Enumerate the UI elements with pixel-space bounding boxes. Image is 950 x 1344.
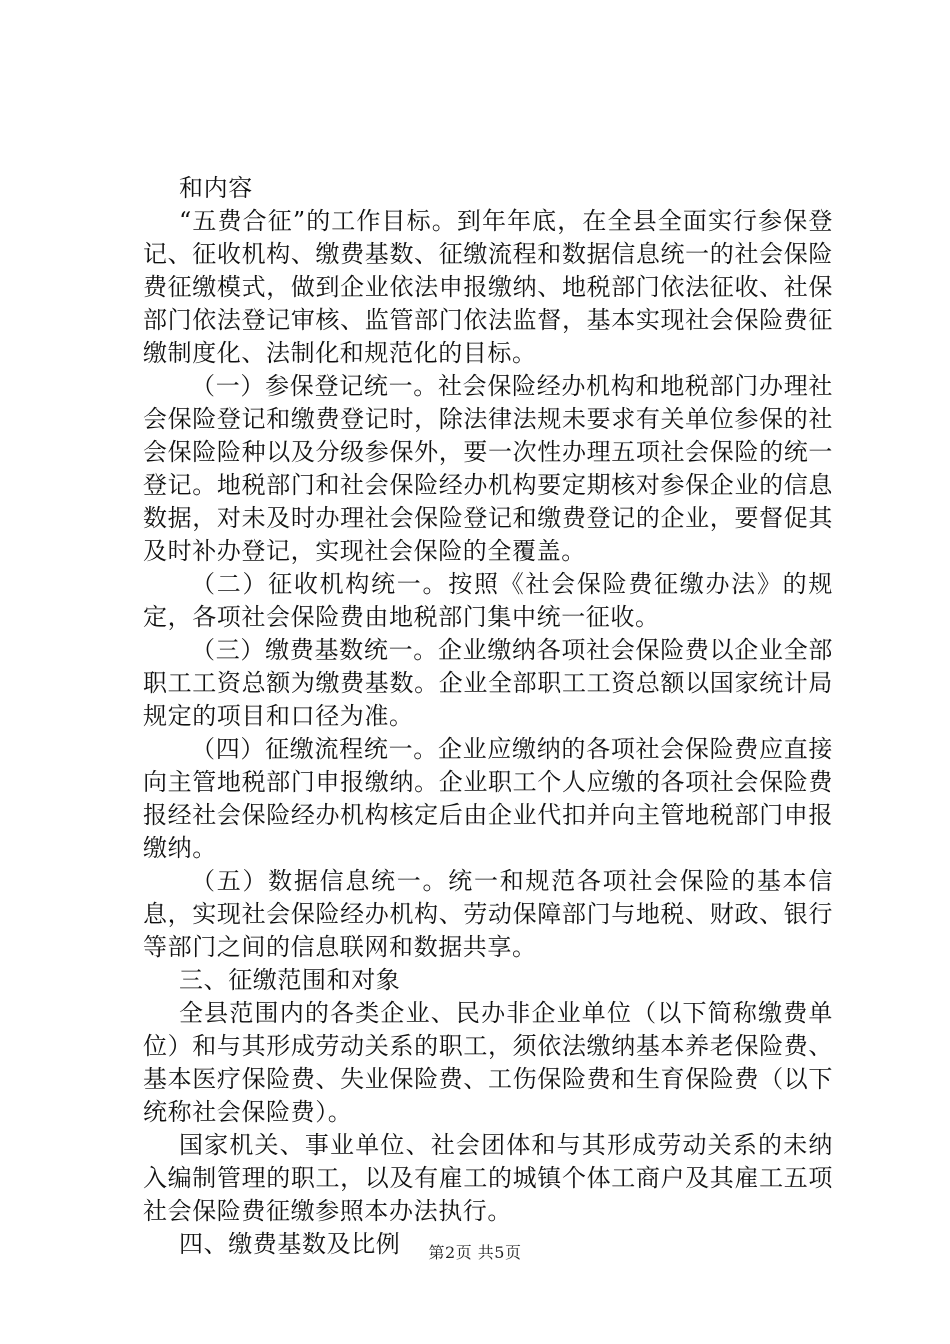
page-footer: 第2页 共5页 [428,1243,522,1262]
paragraph-3: （一）参保登记统一。社会保险经办机构和地税部门办理社会保险登记和缴费登记时，除法律法规未要求有关单位参保的社会保险险种以及分级参保外，要一次性办理五项社会保险的统一登记。地税部门和社会保险经办机构要定期核对参保企业的信息数据，对未及时办理社会保险登记和缴费登记的企业，要督促其及时补办登记，实现社会保险的全覆盖。 [143,372,833,565]
paragraph-4: （二）征收机构统一。按照《社会保险费征缴办法》的规定，各项社会保险费由地税部门集中统一征收。 [143,570,833,631]
paragraph-1: 和内容 [179,174,253,202]
paragraph-6: （四）征缴流程统一。企业应缴纳的各项社会保险费应直接向主管地税部门申报缴纳。企业职工个人应缴的各项社会保险费报经社会保险经办机构核定后由企业代扣并向主管地税部门申报缴纳。 [143,735,833,862]
section-heading-4: 四、缴费基数及比例 [179,1230,401,1258]
paragraph-9: 全县范围内的各类企业、民办非企业单位（以下简称缴费单位）和与其形成劳动关系的职工，须依法缴纳基本养老保险费、基本医疗保险费、失业保险费、工伤保险费和生育保险费（以下统称社会保险费）。 [143,999,833,1126]
document-body [143,172,833,1261]
paragraph-5: （三）缴费基数统一。企业缴纳各项社会保险费以企业全部职工工资总额为缴费基数。企业全部职工工资总额以国家统计局规定的项目和口径为准。 [143,636,833,730]
paragraph-7: （五）数据信息统一。统一和规范各项社会保险的基本信息，实现社会保险经办机构、劳动保障部门与地税、财政、银行等部门之间的信息联网和数据共享。 [143,867,833,961]
paragraph-10: 国家机关、事业单位、社会团体和与其形成劳动关系的未纳入编制管理的职工，以及有雇工的城镇个体工商户及其雇工五项社会保险费征缴参照本办法执行。 [143,1131,833,1225]
paragraph-2: “五费合征”的工作目标。到年年底，在全县全面实行参保登记、征收机构、缴费基数、征缴流程和数据信息统一的社会保险费征缴模式，做到企业依法申报缴纳、地税部门依法征收、社保部门依法登记审核、监管部门依法监督，基本实现社会保险费征缴制度化、法制化和规范化的目标。 [143,207,833,367]
section-heading-3: 三、征缴范围和对象 [179,966,401,994]
